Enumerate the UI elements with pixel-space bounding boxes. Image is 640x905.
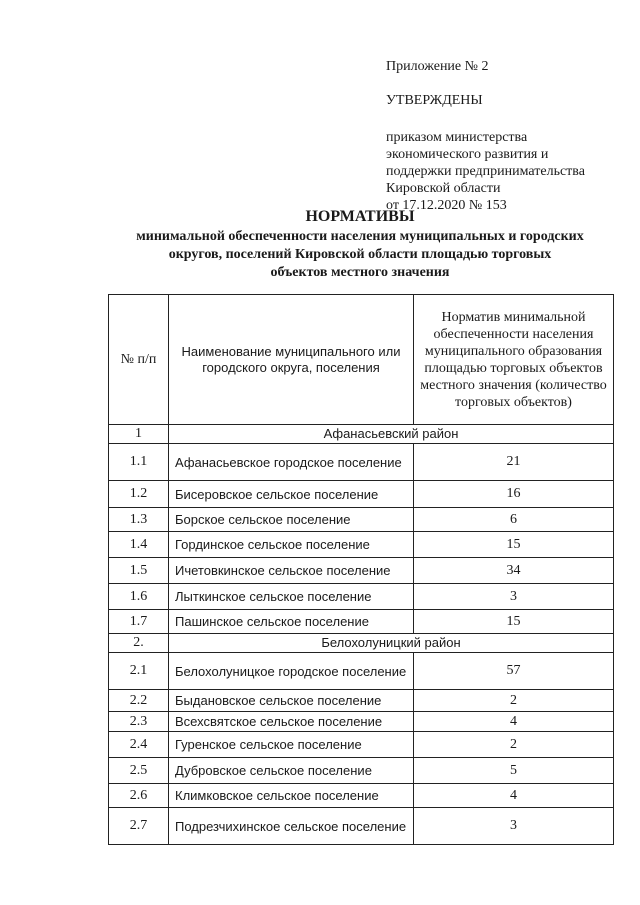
table-row	[109, 732, 614, 758]
row-number: 2.4	[109, 732, 169, 758]
norm-value: 2	[414, 690, 614, 712]
annex-number: Приложение № 2	[386, 59, 489, 74]
norm-value: 6	[414, 508, 614, 532]
row-number: 1.6	[109, 584, 169, 610]
norm-value: 3	[414, 584, 614, 610]
approval-line: Кировской области	[386, 181, 501, 196]
approval-block	[386, 58, 626, 214]
norm-value: 2	[414, 732, 614, 758]
settlement-name: Бисеровское сельское поселение	[169, 481, 414, 508]
district-row	[109, 425, 614, 444]
norm-value: 16	[414, 481, 614, 508]
district-row	[109, 634, 614, 653]
row-number: 2.6	[109, 784, 169, 808]
table-row	[109, 690, 614, 712]
table-row	[109, 558, 614, 584]
table-row	[109, 784, 614, 808]
row-number: 1.3	[109, 508, 169, 532]
table-body	[109, 425, 614, 845]
row-number: 1.7	[109, 610, 169, 634]
settlement-name: Дубровское сельское поселение	[169, 758, 414, 784]
settlement-name: Афанасьевское городское поселение	[169, 444, 414, 481]
row-number: 1.1	[109, 444, 169, 481]
settlement-name: Гуренское сельское поселение	[169, 732, 414, 758]
header-norm: Норматив минимальной обеспеченности населения муниципального образования площадью торговых объектов местного значения (количество торговых объектов)	[414, 295, 614, 425]
header-name: Наименование муниципального или городского округа, поселения	[169, 295, 414, 425]
settlement-name: Климковское сельское поселение	[169, 784, 414, 808]
table-row	[109, 481, 614, 508]
settlement-name: Белохолуницкое городское поселение	[169, 653, 414, 690]
table-row	[109, 610, 614, 634]
table-row	[109, 653, 614, 690]
settlement-name: Всехсвятское сельское поселение	[169, 712, 414, 732]
table-row	[109, 584, 614, 610]
header-number: № п/п	[109, 295, 169, 425]
row-number: 1.2	[109, 481, 169, 508]
row-number: 2.7	[109, 808, 169, 845]
district-number: 2.	[109, 634, 169, 653]
settlement-name: Подрезчихинское сельское поселение	[169, 808, 414, 845]
table-row	[109, 508, 614, 532]
row-number: 2.2	[109, 690, 169, 712]
district-number: 1	[109, 425, 169, 444]
approval-line: поддержки предпринимательства	[386, 164, 585, 179]
approved-label: УТВЕРЖДЕНЫ	[386, 93, 483, 108]
row-number: 2.3	[109, 712, 169, 732]
title-subline: округов, поселений Кировской области площадью торговых	[168, 247, 552, 262]
norm-value: 3	[414, 808, 614, 845]
approval-line: приказом министерства	[386, 130, 528, 145]
approval-line: экономического развития и	[386, 147, 549, 162]
title-subline: минимальной обеспеченности населения муниципальных и городских	[136, 229, 584, 244]
district-name: Афанасьевский район	[169, 425, 614, 444]
table-header-row	[109, 295, 614, 425]
approval-date-line: от 17.12.2020 № 153	[386, 198, 507, 213]
settlement-name: Ичетовкинское сельское поселение	[169, 558, 414, 584]
table-row	[109, 808, 614, 845]
table-row	[109, 712, 614, 732]
row-number: 1.5	[109, 558, 169, 584]
table-row	[109, 758, 614, 784]
settlement-name: Борское сельское поселение	[169, 508, 414, 532]
row-number: 2.5	[109, 758, 169, 784]
table-row	[109, 444, 614, 481]
row-number: 1.4	[109, 532, 169, 558]
settlement-name: Быдановское сельское поселение	[169, 690, 414, 712]
norm-value: 21	[414, 444, 614, 481]
norm-value: 5	[414, 758, 614, 784]
norms-table	[108, 294, 614, 845]
norm-value: 57	[414, 653, 614, 690]
norm-value: 15	[414, 610, 614, 634]
settlement-name: Гординское сельское поселение	[169, 532, 414, 558]
table-row	[109, 532, 614, 558]
settlement-name: Лыткинское сельское поселение	[169, 584, 414, 610]
norm-value: 34	[414, 558, 614, 584]
document-title	[105, 208, 615, 282]
settlement-name: Пашинское сельское поселение	[169, 610, 414, 634]
norm-value: 15	[414, 532, 614, 558]
row-number: 2.1	[109, 653, 169, 690]
norm-value: 4	[414, 712, 614, 732]
district-name: Белохолуницкий район	[169, 634, 614, 653]
title-subline: объектов местного значения	[270, 265, 450, 280]
norm-value: 4	[414, 784, 614, 808]
title-main: НОРМАТИВЫ	[305, 208, 415, 225]
